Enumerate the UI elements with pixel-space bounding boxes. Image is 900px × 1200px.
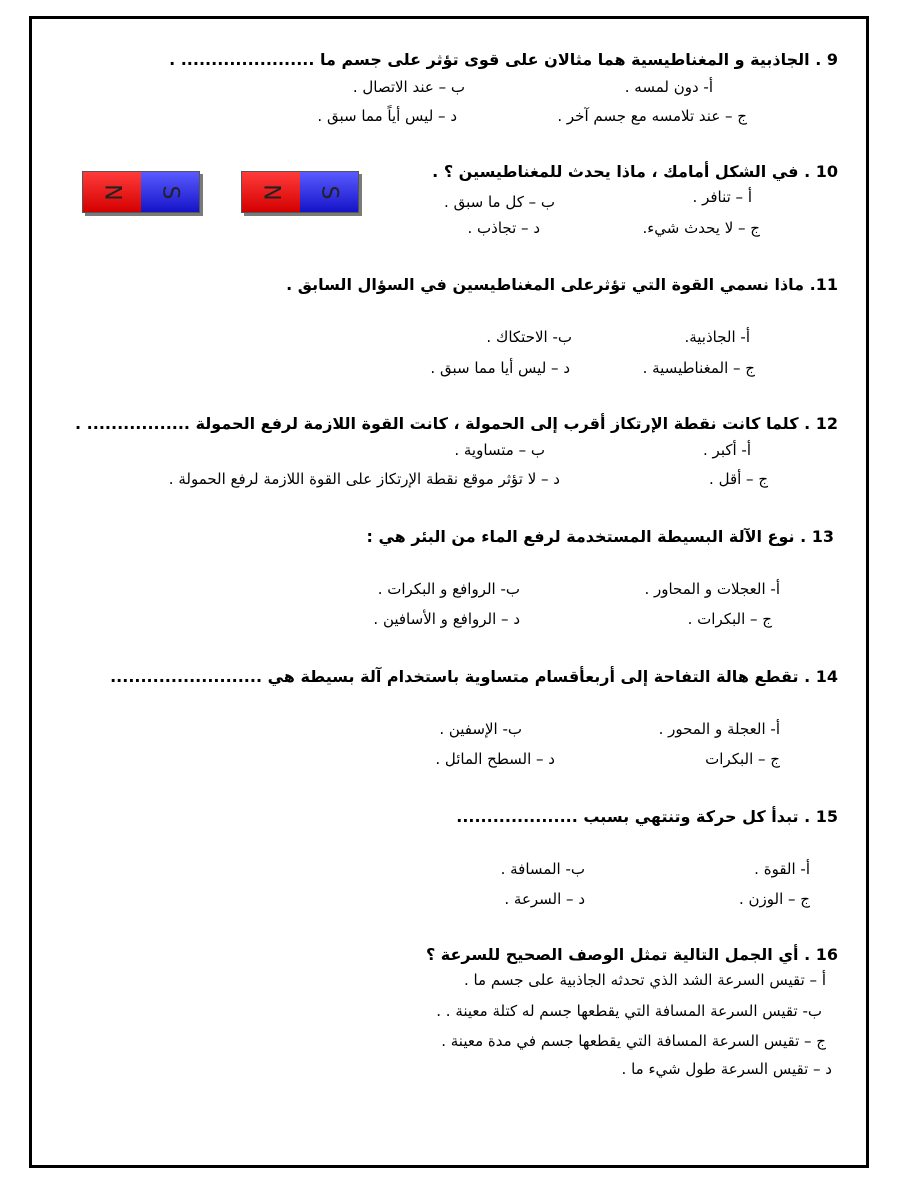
bar-magnet-right — [241, 171, 359, 213]
q10-option-d: د – تجاذب . — [467, 219, 540, 237]
south-pole — [300, 172, 358, 212]
q12-option-a: أ- أكبر . — [703, 441, 751, 459]
q14-option-a: أ- العجلة و المحور . — [658, 720, 780, 738]
question-14: 14 . تقطع هالة التفاحة إلى أربعأقسام متساوية باستخدام آلة بسيطة هي ......................... — [110, 667, 838, 686]
question-16: 16 . أي الجمل التالية تمثل الوصف الصحيح للسرعة ؟ — [425, 945, 838, 964]
q16-option-b: ب- تقيس السرعة المسافة التي يقطعها جسم له كتلة معينة . . — [436, 1002, 822, 1020]
q12-option-c: ج – أقل . — [709, 470, 768, 488]
q11-option-a: أ- الجاذبية. — [684, 328, 750, 346]
q16-option-c: ج – تقيس السرعة المسافة التي يقطعها جسم في مدة معينة . — [441, 1032, 826, 1050]
q13-option-b: ب- الروافع و البكرات . — [377, 580, 520, 598]
south-label: S — [316, 185, 342, 199]
q10-option-b: ب – كل ما سبق . — [444, 193, 555, 211]
q10-option-c: ج – لا يحدث شيء. — [642, 219, 760, 237]
q15-option-b: ب- المسافة . — [500, 860, 585, 878]
q11-option-b: ب- الاحتكاك . — [486, 328, 572, 346]
q10-option-a: أ – تنافر . — [692, 188, 752, 206]
q11-option-d: د – ليس أيا مما سبق . — [430, 359, 570, 377]
north-label: N — [99, 183, 125, 201]
q15-option-a: أ- القوة . — [754, 860, 810, 878]
question-12: 12 . كلما كانت نقطة الإرتكاز أقرب إلى الحمولة ، كانت القوة اللازمة لرفع الحمولة ................. . — [75, 414, 838, 433]
q14-option-c: ج – البكرات — [705, 750, 780, 768]
south-label: S — [157, 185, 183, 199]
north-pole — [242, 172, 300, 212]
q15-option-c: ج – الوزن . — [738, 890, 810, 908]
question-11: 11. ماذا نسمي القوة التي تؤثرعلى المغناطيسين في السؤال السابق . — [286, 275, 838, 294]
q13-option-a: أ- العجلات و المحاور . — [644, 580, 780, 598]
question-15: 15 . تبدأ كل حركة وتنتهي بسبب .................... — [456, 807, 838, 826]
q9-option-a: أ- دون لمسه . — [624, 78, 713, 96]
question-13: 13 . نوع الآلة البسيطة المستخدمة لرفع الماء من البئر هي : — [366, 527, 834, 546]
question-9: 9 . الجاذبية و المغناطيسية هما مثالان على قوى تؤثر على جسم ما ...................... . — [169, 50, 838, 69]
q14-option-b: ب- الإسفين . — [439, 720, 522, 738]
south-pole — [141, 172, 199, 212]
north-label: N — [258, 183, 284, 201]
q9-option-b: ب – عند الاتصال . — [352, 78, 465, 96]
q13-option-d: د – الروافع و الأسافين . — [373, 610, 520, 628]
q9-option-c: ج – عند تلامسه مع جسم آخر . — [557, 107, 747, 125]
q9-option-d: د – ليس أياً مما سبق . — [317, 107, 457, 125]
question-10: 10 . في الشكل أمامك ، ماذا يحدث للمغناطيسين ؟ . — [432, 162, 838, 181]
bar-magnet-left — [82, 171, 200, 213]
q16-option-d: د – تقيس السرعة طول شيء ما . — [621, 1060, 832, 1078]
q15-option-d: د – السرعة . — [504, 890, 585, 908]
q12-option-b: ب – متساوية . — [454, 441, 545, 459]
q11-option-c: ج – المغناطيسية . — [642, 359, 755, 377]
north-pole — [83, 172, 141, 212]
q14-option-d: د – السطح المائل . — [435, 750, 555, 768]
q13-option-c: ج – البكرات . — [687, 610, 772, 628]
q16-option-a: أ – تقيس السرعة الشد الذي تحدثه الجاذبية على جسم ما . — [463, 971, 826, 989]
q12-option-d: د – لا تؤثر موقع نقطة الإرتكاز على القوة اللازمة لرفع الحمولة . — [168, 470, 560, 488]
